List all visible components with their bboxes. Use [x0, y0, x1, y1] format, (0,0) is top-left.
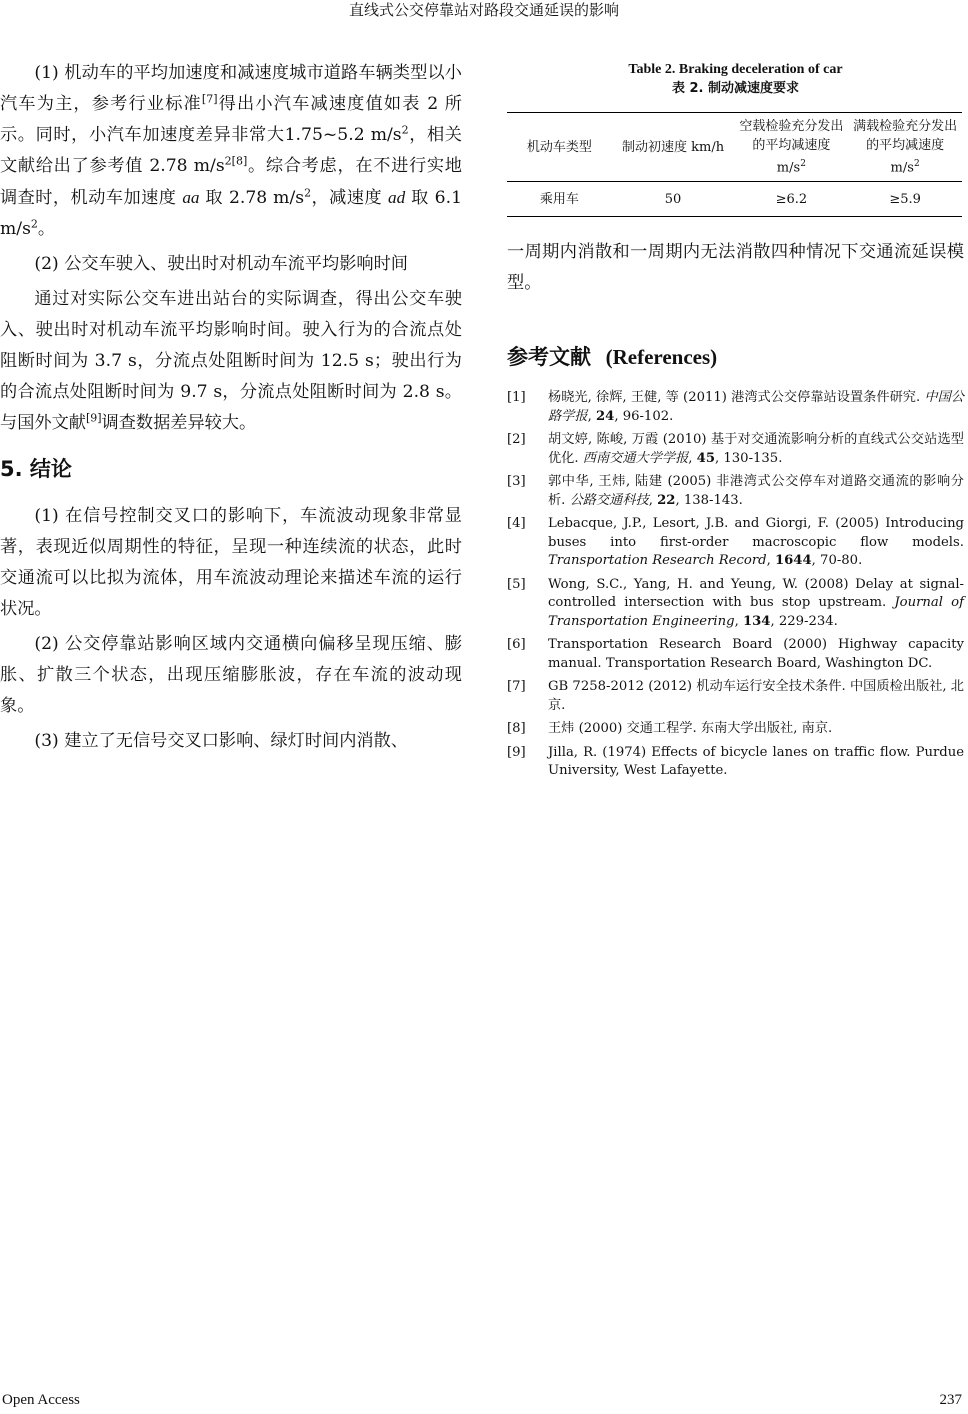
reference-number: [7]	[507, 679, 526, 695]
reference-separator: ,	[587, 408, 596, 424]
paragraph-continuation: 一周期内消散和一周期内无法消散四种情况下交通流延误模型。	[507, 242, 964, 294]
reference-body: Jilla, R. (1974) Effects of bicycle lanes on traffic flow. Purdue University, West Lafayette.	[548, 744, 964, 779]
footer-open-access: Open Access	[2, 1392, 80, 1408]
reference-number: [8]	[507, 721, 526, 737]
reference-separator: ,	[688, 450, 697, 466]
reference-body: 郭中华, 王炜, 陆建 (2005) 非港湾式公交停车对道路交通流的影响分析.	[548, 474, 964, 508]
reference-volume: 134	[742, 613, 771, 629]
reference-text	[548, 720, 964, 739]
reference-item	[507, 576, 964, 632]
reference-body: Lebacque, J.P., Lesort, J.B. and Giorgi, F. (2005) Introducing buses into first-order macroscopic flow models.	[548, 516, 964, 550]
table-header-cell	[612, 113, 735, 182]
conclusion-3: (3) 建立了无信号交叉口影响、绿灯时间内消散、	[34, 731, 408, 751]
table-caption	[507, 60, 964, 98]
reference-number: [6]	[507, 637, 526, 653]
reference-number: [4]	[507, 516, 526, 532]
text-span: 取 6.1 m/s	[0, 188, 463, 239]
table-caption-cn: 表 2. 制动减速度要求	[671, 81, 800, 96]
reference-journal: 西南交通大学学报	[582, 450, 689, 466]
reference-body: Transportation Research Board (2000) Highway capacity manual. Transportation Research Board, Washington DC.	[548, 637, 964, 671]
table-cell: 乘用车	[539, 191, 579, 207]
reference-separator: ,	[648, 492, 658, 508]
reference-text	[548, 744, 964, 781]
conclusion-2: (2) 公交停靠站影响区域内交通横向偏移呈现压缩、膨胀、扩散三个状态，出现压缩膨胀波，存在车流的波动现象。	[0, 634, 462, 716]
text-span: 调查数据差异较大。	[101, 413, 257, 433]
reference-item	[507, 515, 964, 571]
reference-number: [1]	[507, 390, 526, 406]
reference-item	[507, 473, 964, 510]
reference-number: [3]	[507, 474, 526, 490]
conclusion-1: (1) 在信号控制交叉口的影响下，车流波动现象非常显著，表现近似周期性的特征，呈现一种连续流的状态，此时交通流可以比拟为流体，用车流波动理论来描述车流的运行状况。	[0, 506, 462, 619]
reference-pages: , 130-135.	[715, 450, 783, 466]
reference-volume: 24	[595, 408, 615, 424]
paragraph-acceleration	[0, 58, 462, 245]
reference-text	[548, 431, 964, 468]
reference-text	[548, 389, 964, 426]
reference-journal: Transportation Research Record	[548, 553, 767, 569]
paragraph-survey	[0, 284, 462, 439]
reference-text	[548, 678, 964, 715]
reference-separator: ,	[766, 553, 775, 569]
text-span: 。	[37, 219, 56, 239]
reference-pages: , 70-80.	[811, 553, 863, 569]
reference-text	[548, 515, 964, 571]
page-number: 237	[939, 1392, 962, 1408]
table-row	[507, 182, 962, 217]
table-header-cell	[848, 113, 962, 182]
citation-9: [9]	[85, 411, 102, 425]
reference-volume: 1644	[774, 553, 812, 569]
reference-number: [5]	[507, 576, 526, 592]
text-span: ，相关文献给出了参考值 2.78 m/s	[0, 125, 462, 176]
reference-list	[507, 389, 964, 781]
table-cell: 50	[664, 191, 682, 207]
braking-deceleration-table	[507, 112, 962, 217]
right-column	[507, 58, 964, 786]
reference-body: Wong, S.C., Yang, H. and Yeung, W. (2008) Delay at signal-controlled intersection with bus stop upstream.	[548, 576, 964, 611]
reference-pages: , 96-102.	[614, 408, 674, 424]
variable-aa: aa	[182, 188, 200, 207]
citation-7: [7]	[201, 92, 218, 106]
reference-body: 胡文婷, 陈峻, 万霞 (2010) 基于对交通流影响分析的直线式公交站选型优化.	[548, 432, 964, 466]
reference-text	[548, 473, 964, 510]
text-span: (1) 机动车的平均加速度和减速度城市道路车辆类型以小汽车为主，参考行业标准	[0, 63, 462, 114]
reference-pages: , 138-143.	[675, 492, 743, 508]
superscript: 2	[913, 159, 920, 169]
reference-text	[548, 576, 964, 632]
section-heading-conclusion: 5. 结论	[0, 457, 72, 481]
table-caption-en: Table 2. Braking deceleration of car	[628, 62, 843, 77]
left-column	[0, 58, 462, 761]
reference-number: [9]	[507, 744, 526, 760]
references-heading-cn: 参考文献	[507, 345, 591, 370]
reference-body: GB 7258-2012 (2012) 机动车运行安全技术条件. 中国质检出版社, 北京.	[548, 679, 964, 713]
reference-item	[507, 636, 964, 673]
references-heading-en: (References)	[605, 345, 718, 370]
text-span: 。综合考虑，在不进行实地调查时，机动车加速度	[0, 156, 462, 208]
table-cell: ≥5.9	[889, 191, 921, 207]
reference-item	[507, 744, 964, 781]
reference-item	[507, 431, 964, 468]
reference-journal: 公路交通科技	[569, 492, 649, 508]
reference-text	[548, 636, 964, 673]
references-heading	[507, 343, 964, 371]
reference-pages: , 229-234.	[770, 613, 838, 629]
running-title: 直线式公交停靠站对路段交通延误的影响	[348, 1, 619, 19]
text-span: 得出小汽车减速度值如表 2 所示。同时，小汽车加速度差异非常大1.75~5.2 m/s	[0, 94, 462, 145]
table-header-cell	[507, 113, 612, 182]
superscript: 2	[304, 186, 312, 200]
header-text: 制动初速度 km/h	[622, 139, 725, 155]
text-span: 取 2.78 m/s	[199, 188, 305, 208]
table-cell: ≥6.2	[775, 191, 808, 207]
superscript: 2	[30, 217, 38, 231]
reference-separator: ,	[734, 613, 743, 629]
reference-item	[507, 678, 964, 715]
reference-journal: 中国公路学报	[548, 390, 964, 424]
text-span: 通过对实际公交车进出站台的实际调查，得出公交车驶入、驶出时对机动车流平均影响时间。驶入行为的合流点处阻断时间为 3.7 s，分流点处阻断时间为 12.5 s；驶出行为的合流点处阻断时间为 9.7 s，分流点处阻断时间为 2.8 s。与国外文献	[0, 289, 462, 433]
text-span: ，减速度	[311, 188, 389, 208]
table-header-cell	[734, 113, 848, 182]
reference-volume: 22	[657, 492, 676, 508]
reference-body: 杨晓光, 徐辉, 王健, 等 (2011) 港湾式公交停靠站设置条件研究.	[548, 390, 925, 406]
variable-ad: ad	[388, 188, 406, 207]
reference-item	[507, 720, 964, 739]
superscript: 2	[800, 159, 806, 169]
header-text: 机动车类型	[526, 139, 592, 155]
citation-8: 2[8]	[224, 154, 248, 168]
header-text: 空载检验充分发出的平均减速度 m/s	[739, 119, 844, 176]
superscript: 2	[401, 123, 409, 137]
reference-volume: 45	[696, 450, 716, 466]
reference-journal: Journal of Transportation Engineering	[548, 595, 965, 629]
header-text: 满载检验充分发出的平均减速度 m/s	[853, 119, 958, 176]
table-header-row	[507, 113, 962, 182]
reference-number: [2]	[507, 432, 526, 448]
reference-body: 王炜 (2000) 交通工程学. 东南大学出版社, 南京.	[548, 721, 833, 737]
reference-item	[507, 389, 964, 426]
paragraph-bus-impact-heading: (2) 公交车驶入、驶出时对机动车流平均影响时间	[34, 254, 408, 274]
